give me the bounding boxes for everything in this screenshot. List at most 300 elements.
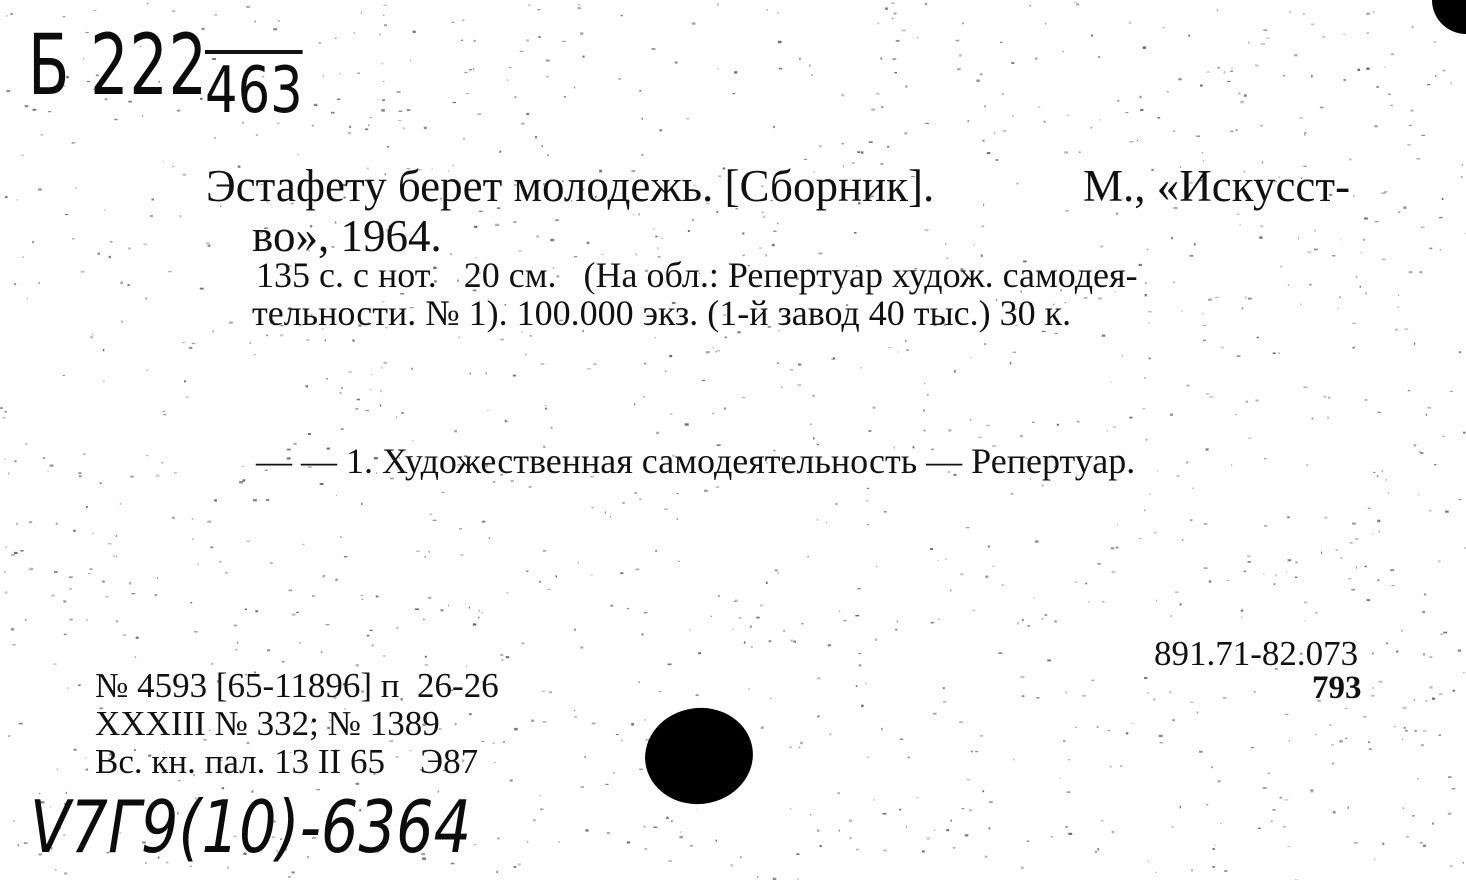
speckle [50, 465, 54, 467]
speckle [1453, 690, 1455, 692]
speckle [616, 734, 619, 735]
speckle [6, 546, 8, 548]
speckle [1348, 807, 1349, 809]
speckle [1207, 71, 1210, 72]
speckle [1122, 355, 1124, 357]
speckle [340, 392, 342, 394]
speckle [1144, 377, 1146, 378]
speckle [4, 591, 7, 593]
speckle [331, 112, 335, 114]
speckle [1097, 563, 1100, 565]
speckle [556, 220, 559, 222]
speckle [527, 841, 528, 843]
speckle [1231, 464, 1232, 466]
speckle [1247, 555, 1250, 557]
speckle [481, 741, 484, 742]
speckle [128, 247, 131, 249]
speckle [1035, 540, 1039, 542]
speckle [423, 619, 425, 620]
speckle [945, 558, 947, 559]
speckle [411, 368, 413, 370]
speckle [131, 593, 135, 594]
speckle [653, 827, 657, 829]
speckle [962, 22, 964, 24]
speckle [980, 73, 983, 75]
speckle [1148, 311, 1152, 313]
speckle [20, 550, 23, 552]
speckle [1171, 237, 1173, 239]
speckle [280, 334, 283, 336]
speckle [1068, 833, 1072, 835]
speckle [1125, 112, 1128, 113]
speckle [578, 562, 579, 564]
speckle [943, 701, 947, 703]
speckle [69, 588, 72, 589]
speckle [1450, 391, 1453, 392]
speckle [739, 617, 742, 618]
speckle [1212, 866, 1215, 868]
speckle [1405, 730, 1408, 732]
speckle [354, 32, 355, 34]
speckle [88, 573, 90, 574]
speckle [867, 757, 869, 758]
speckle [407, 109, 411, 111]
speckle [983, 140, 985, 142]
speckle [644, 612, 648, 613]
speckle [1260, 125, 1263, 126]
speckle [621, 15, 623, 16]
speckle [1331, 744, 1334, 745]
speckle [1074, 2, 1076, 3]
speckle [174, 472, 177, 474]
speckle [1213, 848, 1215, 850]
speckle [857, 151, 860, 153]
speckle [273, 28, 277, 30]
speckle [641, 154, 643, 155]
speckle [1433, 41, 1436, 42]
speckle [97, 253, 100, 255]
speckle [1367, 599, 1371, 601]
speckle [1203, 325, 1207, 326]
speckle [234, 625, 237, 627]
speckle [237, 642, 238, 644]
speckle [777, 223, 778, 225]
speckle [543, 550, 546, 551]
speckle [403, 128, 405, 130]
speckle [692, 219, 694, 221]
speckle [369, 389, 372, 390]
speckle [1404, 727, 1406, 729]
speckle [533, 819, 536, 821]
speckle [5, 411, 7, 412]
speckle [1352, 523, 1356, 525]
speckle [761, 727, 764, 729]
speckle [267, 649, 270, 651]
speckle [86, 620, 87, 621]
speckle [382, 63, 384, 64]
classification-code: 891.71-82.073 [1154, 634, 1359, 673]
speckle [1206, 804, 1208, 805]
speckle [1149, 358, 1151, 360]
speckle [590, 575, 592, 576]
speckle [429, 551, 430, 553]
speckle [376, 596, 379, 598]
speckle [807, 556, 809, 558]
speckle [163, 414, 166, 416]
speckle [266, 499, 269, 501]
speckle [933, 713, 937, 715]
speckle [1011, 62, 1014, 64]
speckle [1177, 475, 1180, 477]
speckle [380, 390, 381, 392]
speckle [871, 109, 875, 111]
speckle [734, 71, 737, 73]
speckle [547, 589, 551, 590]
speckle [867, 524, 870, 526]
speckle [1045, 614, 1048, 616]
speckle [1045, 23, 1047, 25]
speckle [1367, 33, 1370, 34]
speckle [1374, 125, 1377, 127]
speckle [194, 631, 197, 632]
author-mark: 793 [1312, 670, 1362, 706]
speckle [924, 383, 926, 385]
speckle [495, 224, 499, 226]
speckle [184, 380, 186, 382]
speckle [1157, 117, 1160, 119]
speckle [448, 605, 449, 607]
speckle [621, 739, 622, 741]
speckle [887, 146, 889, 148]
speckle [574, 87, 575, 89]
speckle [1324, 396, 1327, 398]
speckle [1147, 692, 1148, 694]
speckle [858, 653, 861, 654]
speckle [1129, 417, 1132, 419]
speckle [371, 374, 372, 375]
speckle [535, 136, 537, 138]
speckle [677, 493, 679, 494]
speckle [1027, 625, 1030, 627]
speckle [724, 408, 726, 410]
speckle [917, 37, 919, 38]
speckle [497, 838, 499, 840]
speckle [250, 342, 251, 344]
speckle [514, 728, 518, 731]
speckle [518, 863, 520, 866]
speckle [513, 221, 516, 223]
speckle [1097, 726, 1099, 728]
speckle [1378, 531, 1380, 533]
speckle [531, 720, 534, 722]
speckle [135, 656, 136, 658]
speckle [1406, 836, 1409, 838]
speckle [1182, 539, 1184, 540]
speckle [27, 297, 28, 299]
speckle [1264, 525, 1267, 526]
speckle [967, 120, 969, 122]
speckle [1442, 436, 1444, 437]
speckle [1010, 362, 1012, 364]
speckle [64, 634, 67, 636]
speckle [519, 250, 522, 251]
speckle [850, 837, 852, 839]
speckle [300, 642, 301, 643]
speckle [817, 519, 819, 520]
speckle [1315, 734, 1317, 735]
speckle [545, 408, 547, 410]
speckle [896, 40, 900, 42]
speckle [1130, 141, 1134, 142]
speckle [458, 337, 460, 339]
speckle [902, 30, 906, 32]
speckle [954, 370, 956, 373]
speckle [820, 845, 822, 847]
speckle [198, 564, 199, 566]
speckle [384, 24, 387, 26]
speckle [817, 677, 821, 679]
speckle [925, 123, 929, 124]
speckle [306, 339, 309, 340]
speckle [1382, 843, 1384, 845]
speckle [773, 231, 776, 232]
speckle [1280, 266, 1282, 268]
speckle [344, 556, 348, 557]
speckle [810, 424, 811, 426]
speckle [1238, 92, 1241, 94]
speckle [1067, 115, 1070, 116]
speckle [1142, 408, 1145, 409]
speckle [881, 728, 882, 730]
speckle [319, 42, 321, 44]
speckle [1295, 577, 1297, 578]
speckle [1266, 38, 1270, 39]
speckle [1211, 766, 1213, 768]
speckle [478, 114, 482, 115]
speckle [1379, 681, 1383, 683]
speckle [182, 174, 186, 176]
speckle [1011, 493, 1014, 495]
speckle [1299, 117, 1303, 119]
speckle [1145, 294, 1148, 297]
speckle [668, 664, 672, 666]
speckle [772, 244, 775, 246]
speckle [620, 572, 623, 574]
speckle [1102, 335, 1106, 337]
speckle [976, 80, 979, 82]
speckle [1237, 355, 1241, 357]
speckle [1173, 281, 1175, 283]
speckle [398, 120, 401, 121]
speckle [1388, 493, 1389, 494]
speckle [735, 600, 738, 602]
speckle [855, 615, 859, 616]
call-number: Б 222 [28, 16, 208, 114]
speckle [989, 801, 993, 802]
speckle [1033, 598, 1035, 599]
speckle [425, 556, 427, 558]
speckle [1421, 135, 1425, 136]
speckle [922, 850, 925, 852]
speckle [384, 5, 388, 6]
speckle [742, 233, 744, 235]
speckle [704, 490, 708, 492]
speckle [725, 337, 727, 339]
speckle [200, 288, 204, 290]
speckle [1112, 571, 1116, 573]
speckle [16, 523, 18, 525]
speckle [1076, 727, 1077, 728]
speckle [441, 492, 444, 493]
speckle [51, 595, 54, 597]
speckle [662, 237, 663, 239]
speckle [587, 368, 591, 370]
speckle [1111, 547, 1115, 549]
speckle [500, 339, 504, 341]
speckle [1098, 56, 1100, 58]
speckle [908, 757, 910, 758]
speckle [1421, 227, 1425, 228]
speckle [1391, 585, 1394, 586]
speckle [1403, 206, 1406, 209]
speckle [1202, 152, 1204, 154]
speckle [1144, 510, 1145, 511]
speckle [1154, 532, 1156, 533]
speckle [521, 123, 525, 125]
speckle [462, 20, 464, 21]
speckle [1116, 213, 1118, 215]
speckle [1432, 698, 1435, 700]
speckle [789, 746, 792, 748]
speckle [1044, 121, 1046, 123]
speckle [668, 860, 672, 861]
speckle [503, 741, 505, 743]
speckle [1459, 351, 1461, 353]
speckle [798, 385, 802, 386]
speckle [459, 528, 462, 530]
speckle [92, 532, 93, 534]
speckle [1351, 589, 1355, 591]
speckle [465, 603, 466, 604]
speckle [1273, 353, 1276, 355]
speckle [1144, 677, 1147, 679]
speckle [631, 723, 634, 725]
speckle [18, 844, 19, 846]
speckle [296, 612, 299, 613]
speckle [842, 143, 845, 145]
speckle [985, 576, 988, 578]
speckle [899, 809, 901, 811]
speckle [998, 652, 1002, 654]
speckle [861, 367, 862, 368]
speckle [1145, 282, 1147, 284]
speckle [12, 644, 16, 646]
speckle [1091, 35, 1093, 37]
speckle [1112, 831, 1114, 833]
speckle [74, 749, 77, 751]
speckle [1149, 322, 1150, 323]
speckle [302, 544, 305, 545]
speckle [670, 413, 672, 414]
speckle [906, 826, 907, 828]
speckle [454, 430, 457, 432]
speckle [1283, 75, 1285, 76]
speckle [1377, 520, 1380, 523]
registry-line: XXXIII № 332; № 1389 [95, 704, 440, 743]
speckle [365, 410, 369, 412]
speckle [381, 366, 382, 368]
speckle [781, 386, 783, 388]
speckle [219, 561, 222, 562]
speckle [243, 479, 246, 481]
speckle [349, 126, 351, 128]
speckle [1256, 400, 1259, 402]
speckle [868, 430, 871, 432]
speckle [147, 3, 149, 4]
speckle [1356, 567, 1357, 569]
speckle [748, 688, 750, 689]
speckle [751, 646, 753, 648]
speckle [1060, 778, 1062, 779]
speckle [839, 830, 840, 832]
speckle [288, 876, 291, 877]
speckle [1258, 828, 1261, 830]
speckle [1295, 561, 1297, 563]
speckle [971, 751, 973, 753]
speckle [778, 41, 782, 43]
speckle [1360, 252, 1362, 253]
speckle [750, 626, 752, 628]
speckle [368, 125, 369, 127]
speckle [1208, 299, 1212, 301]
speckle [639, 90, 641, 92]
speckle [1248, 438, 1251, 439]
speckle [581, 786, 584, 787]
speckle [959, 722, 963, 723]
speckle [1412, 26, 1414, 28]
speckle [1429, 656, 1432, 658]
speckle [92, 334, 94, 336]
speckle [11, 628, 15, 631]
speckle [778, 12, 779, 14]
speckle [716, 840, 718, 842]
speckle [811, 74, 813, 75]
speckle [130, 476, 134, 478]
speckle [819, 145, 821, 147]
speckle [1363, 716, 1367, 717]
speckle [1390, 569, 1394, 571]
speckle [1108, 730, 1110, 731]
speckle [584, 756, 586, 758]
speckle [1390, 105, 1393, 106]
speckle [235, 649, 237, 651]
speckle [155, 594, 158, 596]
speckle [756, 617, 760, 619]
speckle [1107, 430, 1109, 432]
speckle [410, 60, 411, 62]
speckle [718, 595, 720, 597]
speckle [63, 375, 65, 376]
speckle [895, 629, 897, 631]
speckle [938, 619, 940, 620]
speckle [685, 423, 689, 425]
speckle [1050, 836, 1053, 837]
speckle [777, 572, 779, 574]
speckle [1076, 3, 1079, 5]
speckle [1408, 390, 1410, 391]
speckle [1386, 642, 1388, 644]
speckle [1424, 593, 1426, 595]
